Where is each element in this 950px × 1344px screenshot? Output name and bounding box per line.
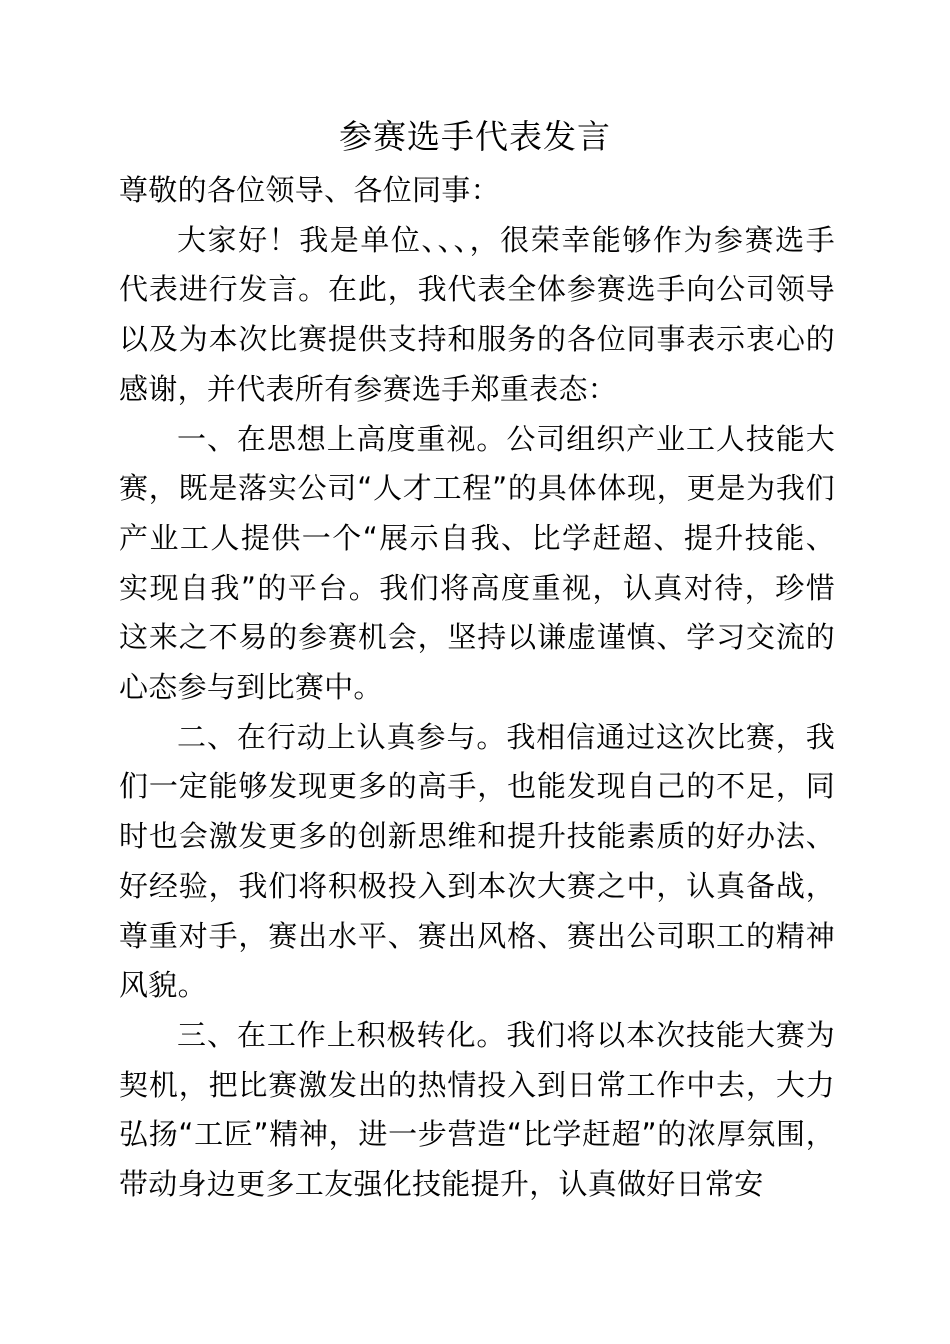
paragraph-point-one: 一、在思想上高度重视。公司组织产业工人技能大赛，既是落实公司“人才工程”的具体体现，更是为我们产业工人提供一个“展示自我、比学赶超、提升技能、实现自我”的平台。我们将高度重视，认真对待，珍惜这来之不易的参赛机会，坚持以谦虚谨慎、学习交流的心态参与到比赛中。 (119, 421, 835, 705)
paragraph-point-three: 三、在工作上积极转化。我们将以本次技能大赛为契机，把比赛激发出的热情投入到日常工作中去，大力弘扬“工匠”精神，进一步营造“比学赶超”的浓厚氛围，带动身边更多工友强化技能提升，认真做好日常安 (119, 1017, 835, 1202)
document-body (119, 166, 835, 1210)
greeting-line: 尊敬的各位领导、各位同事： (119, 173, 500, 207)
document-title: 参赛选手代表发言 (339, 117, 611, 156)
paragraph-intro: 大家好！我是单位、、、，很荣幸能够作为参赛选手代表进行发言。在此，我代表全体参赛选手向公司领导以及为本次比赛提供支持和服务的各位同事表示衷心的感谢，并代表所有参赛选手郑重表态： (119, 222, 835, 406)
paragraph-point-two: 二、在行动上认真参与。我相信通过这次比赛，我们一定能够发现更多的高手，也能发现自己的不足，同时也会激发更多的创新思维和提升技能素质的好办法、好经验，我们将积极投入到本次大赛之中，认真备战，尊重对手，赛出水平、赛出风格、赛出公司职工的精神风貌。 (119, 719, 835, 1003)
